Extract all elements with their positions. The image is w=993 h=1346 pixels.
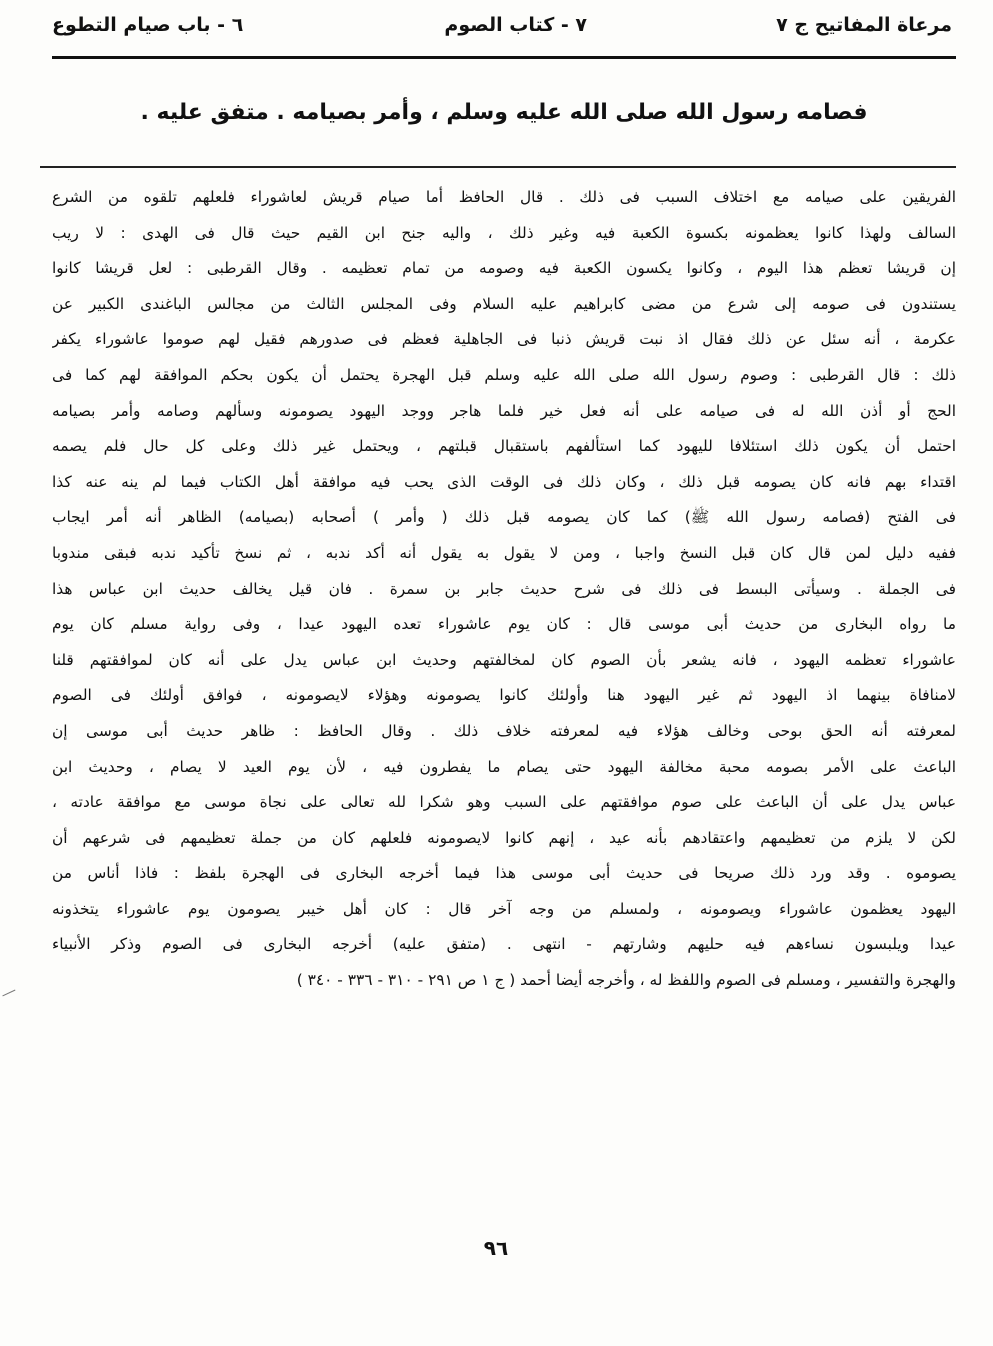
commentary-line: ذلك : قال القرطبى : وصوم رسول الله صلى الله عليه وسلم قبل الهجرة يحتمل أن يكون بحكم الموافقة لهم كما فى <box>52 365 956 384</box>
commentary-line: عاشوراء تعظمه اليهود ، فانه يشعر بأن الصوم كان لمخالفتهم وحديث ابن عباس يدل على أنه كان لموافقتهم قلنا <box>52 650 956 669</box>
hadith-text: فصامه رسول الله صلى الله عليه وسلم ، وأمر بصيامه . متفق عليه . <box>140 100 868 125</box>
section-divider <box>40 166 956 168</box>
header-rule <box>52 56 956 59</box>
commentary-line: فى الجملة . وسيأتى البسط فى ذلك فى شرح حديث جابر بن سمرة . فان قيل يخالف حديث ابن عباس هذا <box>52 579 956 598</box>
commentary-line: عباس يدل على أن الباعث على صوم موافقتهم على السبب وهو شكرا لله تعالى على نجاة موسى مع موافقة عادته ، <box>52 793 956 812</box>
commentary-line: عيدا ويلبسون نساءهم فيه حليهم وشارتهم - انتهى . (متفق عليه) أخرجه البخارى فى الصوم وذكر الأنبياء <box>52 935 956 954</box>
commentary-line: يستندون فى صومه إلى شرع من مضى كابراهيم عليه السلام وفى المجلس الثالث من مجالس الباغندى الكبير عن <box>52 294 956 313</box>
commentary-line: يصوموه . وقد ورد ذلك صريحا فى حديث أبى موسى هذا فيما أخرجه البخارى فى الهجرة بلفظ : فاذا أناس من <box>52 864 956 883</box>
header-section: ٦ - باب صيام التطوع <box>52 14 244 36</box>
commentary-line: إن قريشا تعظم هذا اليوم ، وكانوا يكسون الكعبة فيه وصومه من تمام تعظيمه . وقال القرطبى : لعل قريشا كانوا <box>52 259 956 278</box>
margin-mark <box>2 990 19 1006</box>
commentary-line: لمعرفته أنه الحق بوحى وخالف هؤلاء فيه لمعرفته خلاف ذلك . وقال الحافظ : ظاهر حديث أبى موسى إن <box>52 721 956 740</box>
header-chapter: ٧ - كتاب الصوم <box>444 14 587 36</box>
running-header <box>52 14 952 48</box>
commentary-line: احتمل أن يكون ذلك استئلافا لليهود كما استألفهم باستقبال قبلتهم ، ويحتمل غير ذلك وعلى كل حال فلم يصمه <box>52 437 956 456</box>
commentary-line: السالف ولهذا كانوا يعظمونه بكسوة الكعبة فيه وغير ذلك ، واليه جنح ابن القيم حيث قال فى الهدى : لا ريب <box>52 223 956 242</box>
commentary-line: لكن لا يلزم من تعظيمهم واعتقادهم بأنه عيد ، إنهم كانوا لايصومونه فلعلهم كان من جملة تعظيمهم فى شرعهم أن <box>52 828 956 847</box>
commentary-line: الحج أو أذن الله له فى صيامه على أنه فعل خير فلما هاجر ووجد اليهود يصومونه وسألهم وصامه وأمر بصيامه <box>52 401 956 420</box>
page-number: ٩٦ <box>483 1236 509 1260</box>
commentary-body <box>52 180 956 999</box>
commentary-line: عكرمة ، أنه سئل عن ذلك فقال اذ نبت قريش ذنبا فى الجاهلية فعظم فى صدورهم فقيل لهم صوموا عاشوراء يكفر <box>52 330 956 349</box>
commentary-line: والهجرة والتفسير ، ومسلم فى الصوم واللفظ له ، وأخرجه أيضا أحمد ( ج ١ ص ٢٩١ - ٣١٠ - ٣٣٦ - ٣٤٠ ) <box>296 971 956 990</box>
commentary-line: اليهود يعظمون عاشوراء ويصومونه ، ولمسلم من وجه آخر قال : كان أهل خيبر يصومون يوم عاشوراء يتخذونه <box>52 899 956 918</box>
header-book-title: مرعاة المفاتيح ج ٧ <box>776 14 952 36</box>
commentary-line: لامنافاة بينهما اذ اليهود ثم غير اليهود هنا وأولئك كانوا يصومونه وهؤلاء لايصومونه ، فوافق أولئك فى الصوم <box>52 686 956 705</box>
commentary-line: اقتداء بهم فانه كان يصومه قبل ذلك ، وكان ذلك فى الوقت الذى يحب فيه موافقة أهل الكتاب فيما لم ينه عنه كذا <box>52 472 956 491</box>
commentary-line: ما رواه البخارى من حديث أبى موسى قال : كان يوم عاشوراء تعده اليهود عيدا ، وفى رواية مسلم كان يوم <box>52 615 956 634</box>
commentary-line: الباعث على الأمر بصومه محبة مخالفة اليهود حتى يصام ما يفطرون فيه ، لأن يوم العيد لا يصام ، وحديث ابن <box>52 757 956 776</box>
commentary-line: فى الفتح (فصامه رسول الله ﷺ) كما كان يصومه قبل ذلك ( وأمر ) أصحابه (بصيامه) الظاهر أنه أمر ايجاب <box>52 508 956 527</box>
commentary-line: الفريقين على صيامه مع اختلاف السبب فى ذلك . قال الحافظ أما صيام قريش لعاشوراء فلعلهم تلقوه من الشرع <box>52 188 956 206</box>
commentary-line: ففيه دليل لمن قال كان قبل النسخ واجبا ، ومن لا يقول به يقول أنه أكد ندبه ، ثم نسخ تأكيد ندبه فبقى مندوبا <box>52 543 956 562</box>
